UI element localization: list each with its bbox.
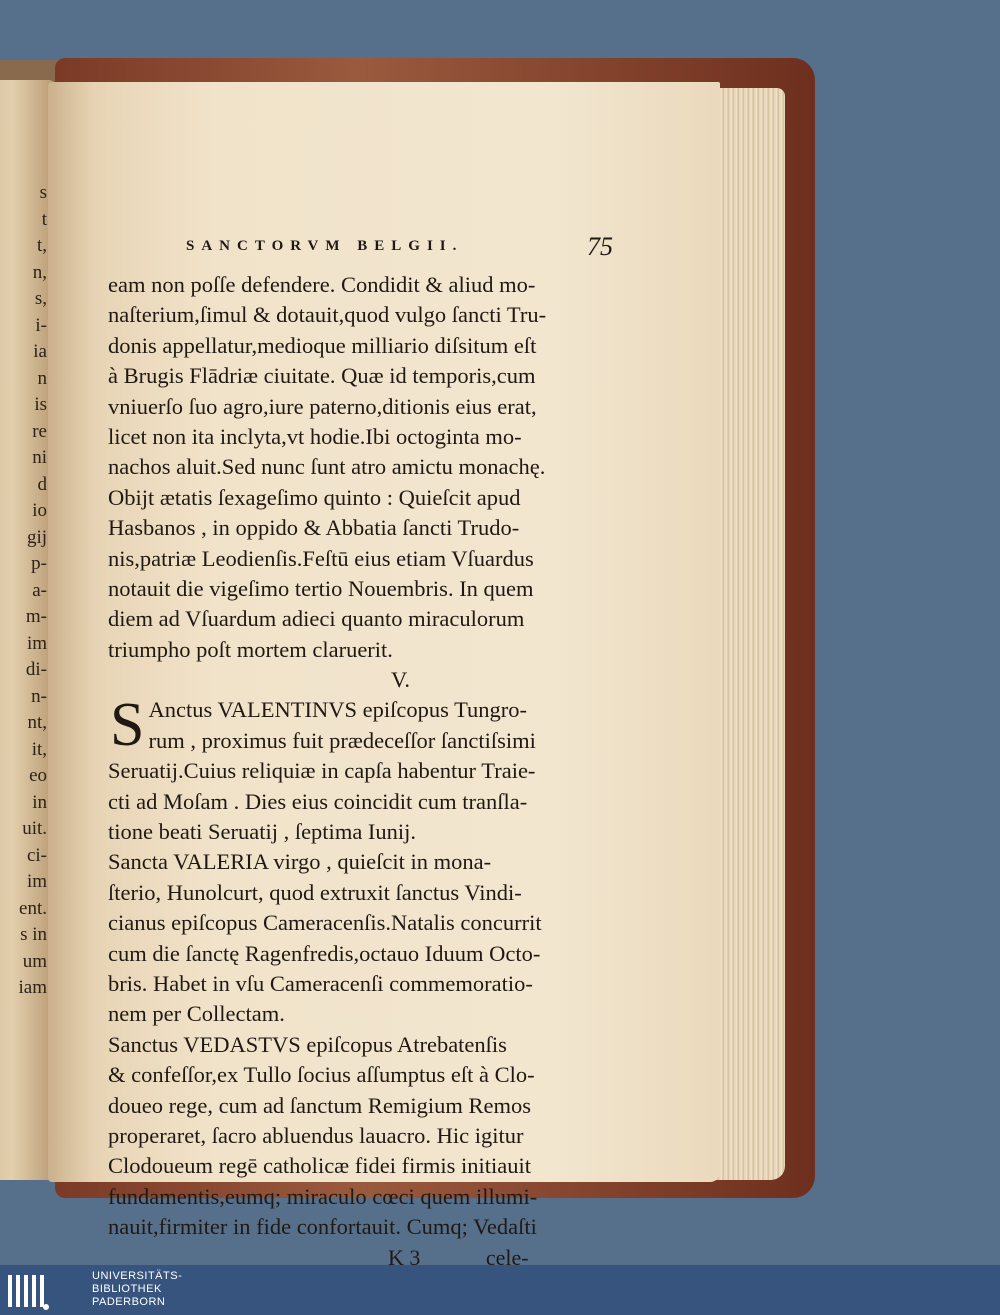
text-line: doueo rege, cum ad ſanctum Remigium Remos xyxy=(108,1092,532,1118)
text-line: cianus epiſcopus Cameracenſis.Natalis concurrit xyxy=(108,910,542,936)
library-logo-icon xyxy=(6,1271,86,1311)
left-page-fragment: is xyxy=(34,394,47,415)
left-page-fragment: t, xyxy=(36,235,47,256)
text-line: Seruatij.Cuius reliquiæ in capſa habentur Traie- xyxy=(108,758,536,784)
text-line: nauit,firmiter in fide confortauit. Cumq; Vedaſti xyxy=(108,1214,537,1240)
text-line: nem per Collectam. xyxy=(108,1001,285,1027)
left-page-fragment: n, xyxy=(32,261,47,283)
text-line: Sanctus VEDASTVS epiſcopus Atrebatenſis xyxy=(108,1031,507,1057)
signature-mark: K 3 xyxy=(388,1244,421,1265)
left-page-fragment: iam xyxy=(18,977,47,998)
left-page-fragment: io xyxy=(32,500,47,521)
institution-line: PADERBORN xyxy=(92,1296,166,1308)
left-page-fragment: d xyxy=(37,473,47,495)
page-text xyxy=(108,232,613,1265)
left-page-fragment: s xyxy=(39,182,47,203)
text-line: properaret, ſacro abluendus lauacro. Hic igitur xyxy=(108,1122,524,1148)
section-heading: V. xyxy=(391,667,410,693)
text-line: cti ad Moſam . Dies eius coincidit cum tranſla- xyxy=(108,788,528,814)
institution-line: UNIVERSITÄTS- xyxy=(92,1270,183,1282)
left-page-fragment: s, xyxy=(34,288,47,309)
drop-cap: S xyxy=(110,691,145,760)
text-line: licet non ita inclyta,vt hodie.Ibi octoginta mo- xyxy=(108,423,522,449)
text-line: eam non poſſe defendere. Condidit & aliud mo- xyxy=(108,272,536,297)
text-line: tione beati Seruatij , ſeptima Iunij. xyxy=(108,819,417,845)
text-line: donis appellatur,medioque milliario diſsitum eſt xyxy=(108,332,537,358)
library-footer xyxy=(0,1265,1000,1315)
left-page-fragment: it, xyxy=(31,738,47,760)
text-line: ſterio, Hunolcurt, quod extruxit ſanctus Vindi- xyxy=(108,879,522,905)
signature-line xyxy=(108,1243,593,1266)
left-page-fragment: n xyxy=(37,367,47,389)
right-page xyxy=(48,82,720,1265)
left-page-fragment: p- xyxy=(31,553,47,574)
left-page-edge xyxy=(0,80,55,1180)
text-line: naſterium,ſimul & dotauit,quod vulgo ſancti Tru- xyxy=(108,302,547,328)
text-line: diem ad Vſuardum adieci quanto miraculorum xyxy=(108,606,525,632)
text-line: Obijt ætatis ſexageſimo quinto : Quieſcit apud xyxy=(108,484,521,510)
left-page-fragment: in xyxy=(32,791,47,813)
left-page-fragment: s in xyxy=(20,924,47,945)
text-line: & confeſſor,ex Tullo ſocius aſſumptus eſt à Clo- xyxy=(108,1062,535,1088)
left-page-fragment: uit. xyxy=(22,818,47,839)
left-page-fragment: ni xyxy=(32,447,47,468)
left-page-fragment: i- xyxy=(35,314,47,336)
left-page-fragment: a- xyxy=(32,579,47,601)
text-line: bris. Habet in vſu Cameracenſi commemoratio- xyxy=(108,970,533,996)
paragraph-block-a xyxy=(108,270,593,665)
left-page-fragment: di- xyxy=(25,659,47,680)
left-page-fragment: re xyxy=(32,420,47,442)
left-page-fragment: t xyxy=(41,208,47,230)
left-page-fragment: im xyxy=(26,632,47,654)
page-header xyxy=(108,232,613,270)
institution-name xyxy=(92,1270,182,1309)
text-line: nis,patriæ Leodienſis.Feſtū eius etiam Vſuardus xyxy=(108,545,534,571)
left-page-fragments xyxy=(0,180,55,1002)
text-line: vniuerſo ſuo agro,iure paterno,ditionis eius erat, xyxy=(108,393,537,419)
left-page-fragment: eo xyxy=(29,765,47,786)
text-line: notauit die vigeſimo tertio Nouembris. In quem xyxy=(108,575,534,601)
left-page-fragment: m- xyxy=(25,606,47,627)
left-page-fragment: ci- xyxy=(26,844,47,866)
left-page-fragment: gij xyxy=(26,526,47,548)
text-line: Clodoueum regē catholicæ fidei firmis initiauit xyxy=(108,1153,532,1179)
left-page-fragment: ent. xyxy=(19,897,47,919)
left-page-fragment: nt, xyxy=(27,712,47,733)
text-line: à Brugis Flādriæ ciuitate. Quæ id temporis,cum xyxy=(108,363,536,389)
text-line: triumpho poſt mortem claruerit. xyxy=(108,636,393,662)
text-line: nachos aluit.Sed nunc ſunt atro amictu monachę. xyxy=(108,454,546,480)
folio-number: 75 xyxy=(587,232,613,261)
left-page-fragment: im xyxy=(26,871,47,892)
catchword: cele- xyxy=(485,1244,529,1265)
text-line: fundamentis,eumq; miraculo cœci quem illumi- xyxy=(108,1183,538,1209)
left-page-fragment: n- xyxy=(31,685,47,707)
institution-line: BIBLIOTHEK xyxy=(92,1283,162,1295)
text-line: Sancta VALERIA virgo , quieſcit in mona- xyxy=(108,849,492,875)
left-page-fragment: ia xyxy=(33,341,47,362)
left-page-fragment: um xyxy=(22,950,47,972)
text-line: Hasbanos , in oppido & Abbatia ſancti Trudo- xyxy=(108,515,520,541)
text-line: rum , proximus fuit prædeceſſor ſanctiſsimi xyxy=(148,727,536,753)
text-line: Anctus VALENTINVS epiſcopus Tungro- xyxy=(148,697,528,723)
paragraph-block-b xyxy=(108,691,593,1242)
running-head: SANCTORVM BELGII. xyxy=(186,238,464,254)
text-line: cum die ſanctę Ragenfredis,octauo Iduum Octo- xyxy=(108,940,541,966)
